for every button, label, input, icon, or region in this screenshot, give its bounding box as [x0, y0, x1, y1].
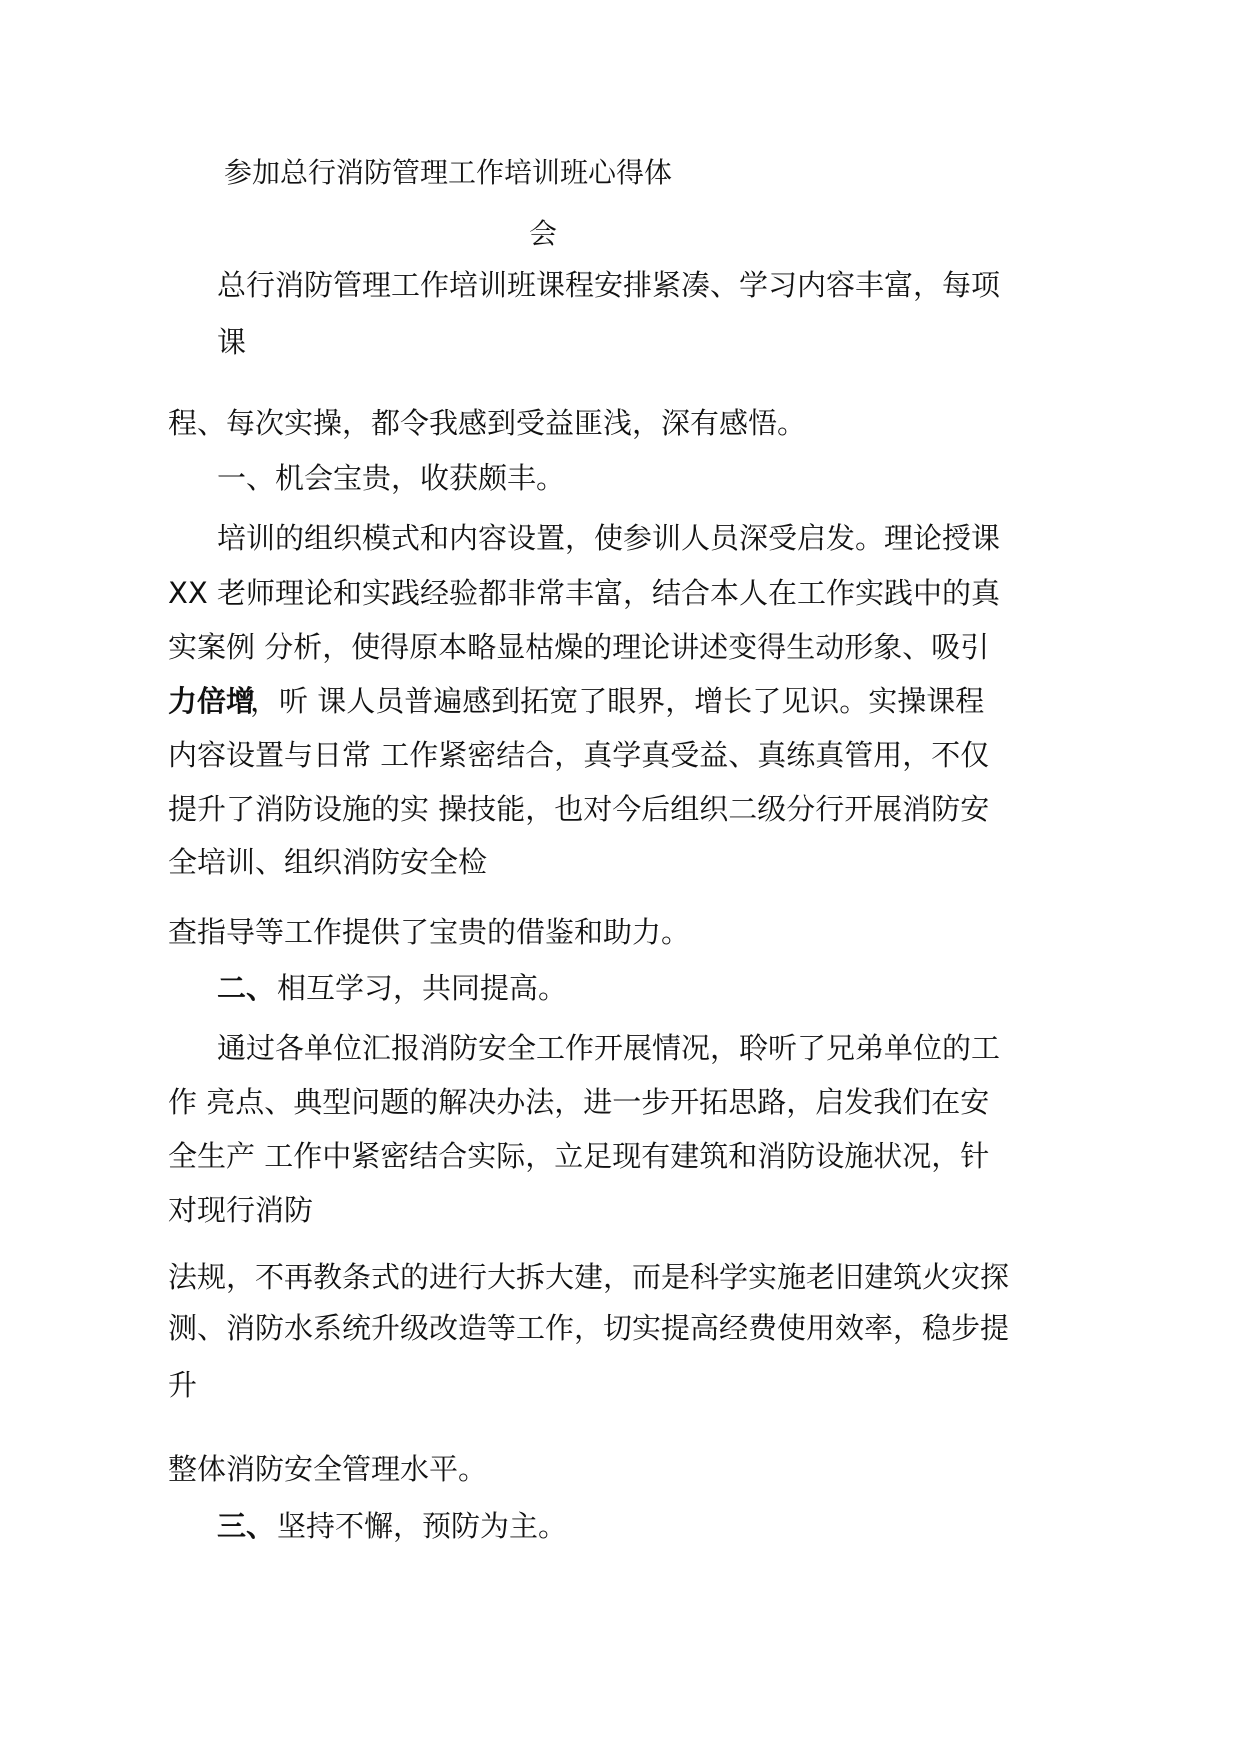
section-heading-3: 坚持不懈，预防为主。	[277, 1509, 568, 1543]
paragraph-line: 通过各单位汇报消防安全工作开展情况，聆听了兄弟单位的工	[217, 1031, 1001, 1065]
section-number-2: 二、	[217, 971, 276, 1005]
paragraph-line: ，听 课人员普遍感到拓宽了眼界，增长了见识。实操课程	[250, 684, 985, 718]
paragraph-line: 对现行消防	[168, 1193, 314, 1227]
paragraph-line: 法规，不再教条式的进行大拆大建，而是科学实施老旧建筑火灾探	[168, 1260, 1010, 1294]
document-title-line-1: 参加总行消防管理工作培训班心得体	[224, 156, 673, 189]
section-heading-1: 一、机会宝贵，收获颇丰。	[217, 461, 566, 495]
section-heading-2: 相互学习，共同提高。	[277, 971, 568, 1005]
paragraph-line: 整体消防安全管理水平。	[168, 1452, 488, 1486]
paragraph-line: 测、消防水系统升级改造等工作，切实提高经费使用效率，稳步提	[168, 1311, 1010, 1345]
paragraph-line: 全培训、组织消防安全检	[168, 845, 488, 879]
paragraph-line-bold-fragment: 力倍增	[168, 684, 256, 718]
document-title-line-2: 会	[529, 217, 558, 250]
paragraph-line: 提升了消防设施的实 操技能，也对今后组织二级分行开展消防安	[168, 792, 990, 826]
paragraph-line: 程、每次实操，都令我感到受益匪浅，深有感悟。	[168, 406, 807, 440]
paragraph-line: 实案例 分析，使得原本略显枯燥的理论讲述变得生动形象、吸引	[168, 630, 990, 664]
paragraph-line: XX 老师理论和实践经验都非常丰富，结合本人在工作实践中的真	[168, 576, 1000, 610]
paragraph-line: 全生产 工作中紧密结合实际，立足现有建筑和消防设施状况，针	[168, 1139, 990, 1173]
paragraph-line: 查指导等工作提供了宝贵的借鉴和助力。	[168, 915, 691, 949]
section-number-3: 三、	[217, 1509, 276, 1543]
paragraph-line: 总行消防管理工作培训班课程安排紧凑、学习内容丰富，每项	[217, 268, 1001, 302]
paragraph-line: 课	[217, 325, 247, 359]
paragraph-line: 升	[168, 1368, 198, 1402]
paragraph-line: 作 亮点、典型问题的解决办法，进一步开拓思路，启发我们在安	[168, 1085, 990, 1119]
paragraph-line: 内容设置与日常 工作紧密结合，真学真受益、真练真管用，不仅	[168, 738, 990, 772]
paragraph-line: 培训的组织模式和内容设置，使参训人员深受启发。理论授课	[217, 521, 1001, 555]
